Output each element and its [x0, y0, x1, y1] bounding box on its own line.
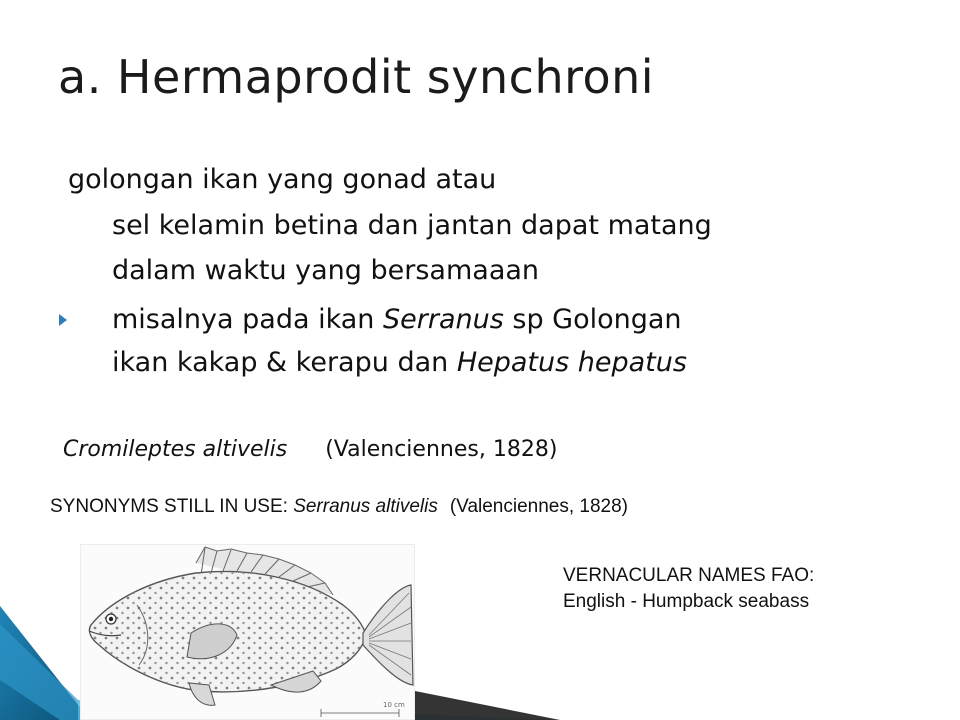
body-line-2: sel kelamin betina dan jantan dapat matang: [112, 210, 712, 241]
tail-fin: [363, 585, 413, 685]
scale-bar: [321, 709, 399, 717]
species-hepatus: Hepatus hepatus: [456, 347, 687, 378]
deco-stripe-dark: [410, 690, 560, 720]
synonym-name: Serranus altivelis: [293, 496, 438, 517]
synonym-authority: (Valenciennes, 1828): [449, 496, 629, 517]
fish-illustration: [80, 544, 415, 720]
body-line-4: [112, 304, 682, 336]
slide-title: a. Hermaprodit synchroni: [58, 50, 655, 104]
line4-text-a: misalnya pada ikan: [112, 304, 383, 335]
synonyms-label: SYNONYMS STILL IN USE:: [50, 496, 294, 517]
genus-serranus: Serranus: [383, 304, 504, 335]
vernacular-heading: VERNACULAR NAMES FAO:: [563, 565, 815, 586]
synonyms-line: [50, 496, 628, 518]
body-line-5: [112, 347, 687, 379]
body-line-1: golongan ikan yang gonad atau: [68, 164, 497, 195]
vernacular-names: [563, 563, 814, 615]
scale-label: 10 cm: [383, 701, 405, 709]
bullet-arrow-icon: [59, 314, 67, 326]
species-name: Cromileptes altivelis: [63, 437, 288, 462]
fish-drawing-icon: [81, 545, 416, 720]
species-caption: [63, 437, 557, 462]
line5-text-a: ikan kakap & kerapu dan: [112, 347, 457, 378]
body-line-3: dalam waktu yang bersamaaan: [112, 255, 540, 286]
vernacular-english: English - Humpback seabass: [563, 591, 810, 612]
species-authority: (Valenciennes, 1828): [325, 437, 558, 462]
line4-text-b: sp Golongan: [503, 304, 682, 335]
